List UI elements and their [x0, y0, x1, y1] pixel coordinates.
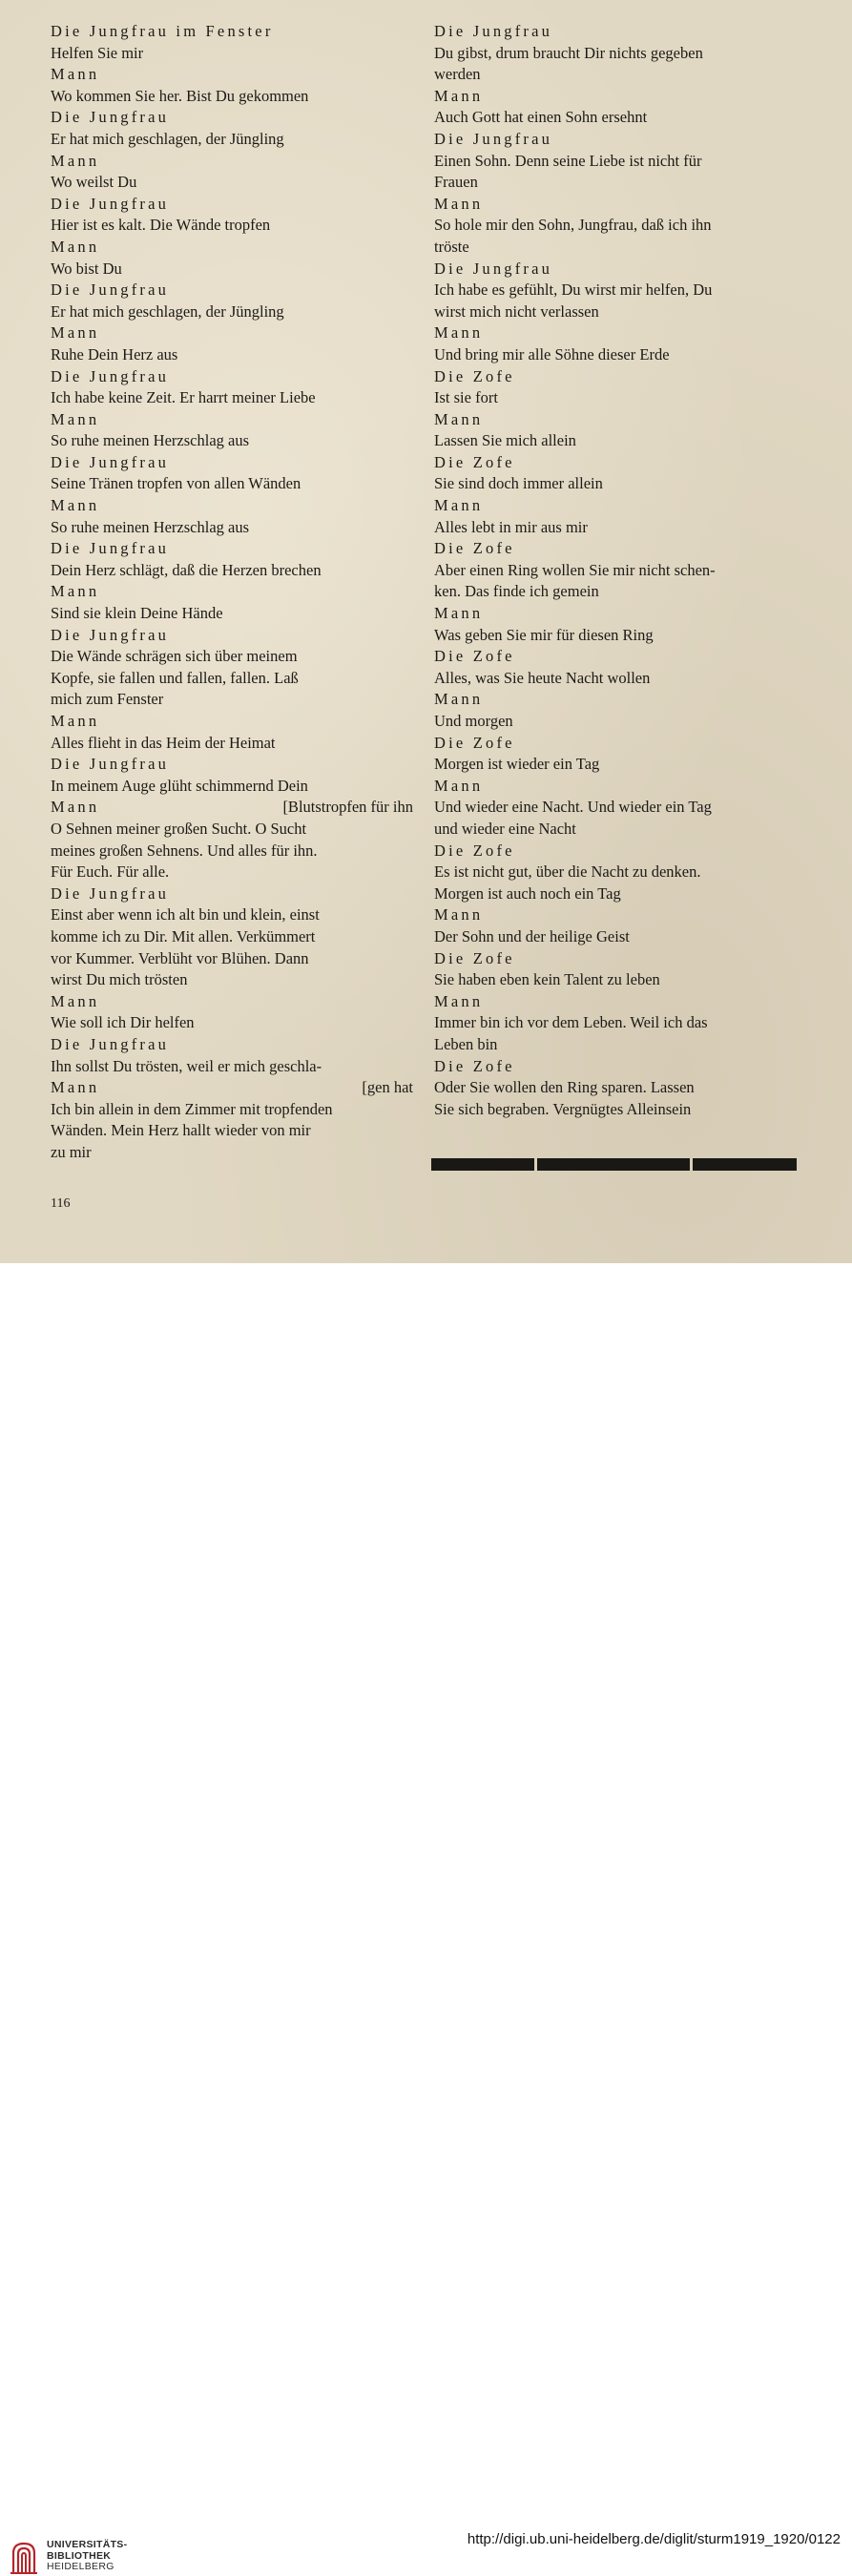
dialogue-text: So ruhe meinen Herzschlag aus: [51, 431, 250, 450]
dialogue-line: [434, 107, 800, 129]
dialogue-text: Aber einen Ring wollen Sie mir nicht schen-: [434, 560, 716, 579]
dialogue-line: [434, 344, 800, 366]
dialogue-text: Wo bist Du: [51, 259, 122, 278]
speaker-label: Die Jungfrau: [51, 1034, 170, 1053]
dialogue-line: [51, 646, 413, 668]
dialogue-text: Wo kommen Sie her. Bist Du gekommen: [51, 86, 309, 105]
dialogue-text: Ich bin allein in dem Zimmer mit tropfenden: [51, 1099, 333, 1118]
dialogue-line: [51, 819, 413, 841]
dialogue-text: vor Kummer. Verblüht vor Blühen. Dann: [51, 948, 309, 967]
dialogue-line: [51, 733, 413, 755]
dialogue-line: [434, 711, 800, 733]
speaker-name: [51, 581, 413, 603]
source-url-link[interactable]: http://digi.ub.uni-heidelberg.de/diglit/sturm1919_1920/0122: [467, 2531, 841, 2547]
dialogue-text: Und morgen: [434, 712, 513, 730]
speaker-name: [51, 1077, 413, 1099]
speaker-label: Die Zofe: [434, 366, 515, 385]
speaker-label: Die Jungfrau: [51, 539, 170, 558]
speaker-name: [434, 86, 800, 108]
dialogue-text: Sie sich begraben. Vergnügtes Alleinsein: [434, 1099, 692, 1118]
speaker-name: [51, 107, 413, 129]
speaker-name: [434, 21, 800, 43]
dialogue-line: [51, 344, 413, 366]
speaker-label: Die Jungfrau: [51, 883, 170, 903]
dialogue-line: [434, 151, 800, 173]
dialogue-line: [434, 430, 800, 452]
dialogue-text: So hole mir den Sohn, Jungfrau, daß ich ihn: [434, 216, 712, 235]
dialogue-text: Ich habe es gefühlt, Du wirst mir helfen, Du: [434, 280, 713, 300]
dialogue-text: Sind sie klein Deine Hände: [51, 604, 223, 623]
speaker-name: [434, 259, 800, 280]
speaker-name: [434, 646, 800, 668]
dialogue-line: [51, 904, 413, 926]
dialogue-text: Auch Gott hat einen Sohn ersehnt: [434, 108, 648, 127]
speaker-name: [51, 237, 413, 259]
speaker-label: Mann: [434, 496, 484, 515]
dialogue-line: [51, 129, 413, 151]
dialogue-text: Sie sind doch immer allein: [434, 474, 603, 493]
dialogue-text: O Sehnen meiner großen Sucht. O Sucht: [51, 819, 307, 838]
speaker-label: Die Zofe: [434, 452, 515, 471]
dialogue-text: Es ist nicht gut, über die Nacht zu denken.: [434, 862, 701, 882]
speaker-label: Mann: [51, 237, 100, 256]
dialogue-line: [434, 581, 800, 603]
speaker-label: Mann: [51, 991, 100, 1010]
speaker-label: Die Jungfrau: [51, 452, 170, 471]
dialogue-line: [51, 668, 413, 690]
speaker-name: [51, 625, 413, 647]
dialogue-line: [434, 625, 800, 647]
continuation-text: [gen hat: [362, 1078, 413, 1097]
continuation-text: [Blutstropfen für ihn: [282, 798, 413, 817]
dialogue-text: tröste: [434, 237, 469, 256]
dialogue-line: [434, 1034, 800, 1056]
speaker-name: [51, 151, 413, 173]
speaker-name: [434, 904, 800, 926]
speaker-name: [51, 194, 413, 216]
speaker-label: Mann: [51, 409, 100, 428]
dialogue-line: [434, 237, 800, 259]
dialogue-text: In meinem Auge glüht schimmernd Dein: [51, 776, 308, 795]
dialogue-text: Helfen Sie mir: [51, 43, 144, 62]
speaker-label: Die Jungfrau: [51, 366, 170, 385]
dialogue-line: [434, 517, 800, 539]
speaker-label: Mann: [434, 86, 484, 105]
dialogue-text: Sie haben eben kein Talent zu leben: [434, 970, 660, 989]
dialogue-line: [51, 301, 413, 323]
speaker-label: Die Zofe: [434, 733, 515, 752]
dialogue-text: Und wieder eine Nacht. Und wieder ein Tag: [434, 798, 712, 817]
speaker-name: [51, 64, 413, 86]
dialogue-line: [51, 776, 413, 798]
library-logo-icon: [10, 2538, 38, 2576]
dialogue-text: Ich habe keine Zeit. Er harrt meiner Liebe: [51, 388, 316, 407]
dialogue-line: [434, 473, 800, 495]
library-name-line: BIBLIOTHEK: [47, 2549, 112, 2562]
speaker-label: Mann: [434, 690, 484, 709]
speaker-name: [434, 991, 800, 1013]
dialogue-line: [51, 430, 413, 452]
speaker-name: [434, 495, 800, 517]
dialogue-line: [51, 969, 413, 991]
speaker-label: Die Jungfrau: [51, 755, 170, 774]
dialogue-text: Lassen Sie mich allein: [434, 431, 576, 450]
dialogue-text: Wie soll ich Dir helfen: [51, 1013, 195, 1032]
speaker-name: [51, 322, 413, 344]
dialogue-line: [434, 1077, 800, 1099]
dialogue-line: [51, 1120, 413, 1142]
dialogue-line: [51, 517, 413, 539]
dialogue-text: wirst Du mich trösten: [51, 970, 188, 989]
dialogue-text: komme ich zu Dir. Mit allen. Verkümmert: [51, 926, 316, 945]
dialogue-text: Seine Tränen tropfen von allen Wänden: [51, 474, 301, 493]
speaker-label: Die Jungfrau: [434, 259, 553, 278]
left-text-column: [51, 21, 413, 1163]
dialogue-text: Morgen ist auch noch ein Tag: [434, 883, 621, 903]
dialogue-line: [51, 926, 413, 948]
dialogue-text: Für Euch. Für alle.: [51, 862, 170, 882]
library-name: [47, 2540, 127, 2573]
speaker-label: Mann: [51, 1078, 100, 1097]
speaker-label: Die Zofe: [434, 1056, 515, 1075]
dialogue-text: wirst mich nicht verlassen: [434, 301, 599, 321]
dialogue-line: [434, 1099, 800, 1121]
dialogue-text: Alles lebt in mir aus mir: [434, 517, 588, 536]
library-name-line: UNIVERSITÄTS-: [47, 2539, 128, 2550]
speaker-name: [51, 280, 413, 301]
speaker-name: [434, 194, 800, 216]
speaker-label: Die Jungfrau: [51, 108, 170, 127]
speaker-label: Die Zofe: [434, 539, 515, 558]
dialogue-text: Immer bin ich vor dem Leben. Weil ich das: [434, 1013, 708, 1032]
speaker-label: Die Zofe: [434, 841, 515, 860]
speaker-label: Mann: [51, 65, 100, 84]
dialogue-line: [434, 64, 800, 86]
scanned-page: [0, 0, 852, 1263]
speaker-name: [434, 948, 800, 970]
dialogue-line: [51, 948, 413, 970]
rule-segment: [431, 1158, 534, 1171]
right-text-column: [434, 21, 800, 1120]
speaker-name: [51, 538, 413, 560]
dialogue-text: Er hat mich geschlagen, der Jüngling: [51, 129, 284, 148]
speaker-name: [434, 733, 800, 755]
speaker-name: [51, 797, 413, 819]
speaker-label: Mann: [434, 323, 484, 343]
dialogue-text: Ist sie fort: [434, 388, 498, 407]
dialogue-text: Frauen: [434, 173, 478, 192]
speaker-label: Die Jungfrau: [51, 280, 170, 300]
library-name-line: HEIDELBERG: [47, 2561, 114, 2572]
dialogue-text: Wänden. Mein Herz hallt wieder von mir: [51, 1121, 311, 1140]
speaker-label: Mann: [51, 151, 100, 170]
speaker-name: [434, 452, 800, 474]
dialogue-line: [51, 841, 413, 862]
speaker-label: Mann: [434, 776, 484, 795]
dialogue-text: Hier ist es kalt. Die Wände tropfen: [51, 216, 271, 235]
dialogue-text: Die Wände schrägen sich über meinem: [51, 647, 298, 666]
dialogue-text: Dein Herz schlägt, daß die Herzen brechen: [51, 560, 322, 579]
speaker-label: Die Jungfrau im Fenster: [51, 22, 274, 40]
dialogue-line: [51, 1142, 413, 1164]
dialogue-line: [434, 172, 800, 194]
dialogue-text: Alles flieht in das Heim der Heimat: [51, 733, 276, 752]
dialogue-line: [51, 215, 413, 237]
dialogue-text: So ruhe meinen Herzschlag aus: [51, 517, 250, 536]
speaker-label: Mann: [434, 905, 484, 924]
speaker-name: [51, 883, 413, 905]
dialogue-line: [51, 172, 413, 194]
dialogue-line: [434, 280, 800, 301]
dialogue-line: [434, 862, 800, 883]
speaker-label: Die Jungfrau: [434, 22, 553, 40]
dialogue-text: Was geben Sie mir für diesen Ring: [434, 625, 654, 644]
speaker-name: [51, 754, 413, 776]
speaker-name: [51, 366, 413, 388]
dialogue-line: [51, 387, 413, 409]
speaker-label: Mann: [434, 409, 484, 428]
dialogue-text: und wieder eine Nacht: [434, 819, 576, 838]
dialogue-text: Der Sohn und der heilige Geist: [434, 926, 630, 945]
dialogue-line: [51, 1099, 413, 1121]
dialogue-line: [51, 43, 413, 65]
rule-segment: [537, 1158, 690, 1171]
dialogue-text: Alles, was Sie heute Nacht wollen: [434, 668, 651, 687]
rule-segment: [693, 1158, 797, 1171]
speaker-name: [434, 366, 800, 388]
dialogue-text: Einst aber wenn ich alt bin und klein, einst: [51, 905, 320, 924]
dialogue-line: [434, 969, 800, 991]
dialogue-line: [434, 926, 800, 948]
speaker-label: Mann: [434, 604, 484, 623]
dialogue-text: Ihn sollst Du trösten, weil er mich geschla-: [51, 1056, 322, 1075]
dialogue-text: mich zum Fenster: [51, 690, 164, 709]
dialogue-text: Und bring mir alle Söhne dieser Erde: [434, 344, 670, 364]
speaker-label: Mann: [434, 194, 484, 213]
page-number: 116: [51, 1196, 71, 1211]
dialogue-text: Kopfe, sie fallen und fallen, fallen. Laß: [51, 668, 299, 687]
dialogue-text: Oder Sie wollen den Ring sparen. Lassen: [434, 1078, 695, 1097]
speaker-label: Mann: [51, 323, 100, 343]
dialogue-line: [434, 819, 800, 841]
speaker-name: [51, 711, 413, 733]
speaker-name: [434, 841, 800, 862]
dialogue-text: ken. Das finde ich gemein: [434, 582, 599, 601]
dialogue-text: Wo weilst Du: [51, 173, 137, 192]
dialogue-text: werden: [434, 65, 481, 84]
dialogue-text: Einen Sohn. Denn seine Liebe ist nicht für: [434, 151, 702, 170]
dialogue-line: [434, 797, 800, 819]
dialogue-text: Morgen ist wieder ein Tag: [434, 755, 600, 774]
speaker-name: [434, 322, 800, 344]
footer-bar: [0, 1263, 852, 2572]
dialogue-line: [434, 754, 800, 776]
dialogue-line: [51, 689, 413, 711]
dialogue-line: [434, 668, 800, 690]
speaker-name: [51, 452, 413, 474]
dialogue-line: [51, 473, 413, 495]
dialogue-line: [51, 1012, 413, 1034]
speaker-name: [51, 991, 413, 1013]
speaker-label: Die Jungfrau: [51, 625, 170, 644]
dialogue-line: [434, 883, 800, 905]
speaker-name: [434, 689, 800, 711]
speaker-label: Mann: [51, 496, 100, 515]
speaker-label: Die Jungfrau: [434, 129, 553, 148]
speaker-label: Die Zofe: [434, 948, 515, 967]
dialogue-text: Leben bin: [434, 1034, 498, 1053]
dialogue-line: [434, 301, 800, 323]
speaker-name: [51, 409, 413, 431]
dialogue-line: [51, 259, 413, 280]
speaker-label: Mann: [51, 712, 100, 730]
speaker-name: [434, 409, 800, 431]
dialogue-line: [434, 387, 800, 409]
dialogue-line: [434, 560, 800, 582]
dialogue-line: [51, 603, 413, 625]
speaker-name: [434, 603, 800, 625]
dialogue-text: zu mir: [51, 1142, 92, 1161]
speaker-label: Mann: [51, 798, 100, 817]
speaker-name: [434, 1056, 800, 1078]
speaker-name: [434, 129, 800, 151]
dialogue-line: [434, 1012, 800, 1034]
dialogue-text: meines großen Sehnens. Und alles für ihn.: [51, 841, 318, 860]
speaker-label: Mann: [434, 991, 484, 1010]
closing-rule: [431, 1158, 800, 1171]
dialogue-line: [51, 1056, 413, 1078]
dialogue-text: Du gibst, drum braucht Dir nichts gegeben: [434, 43, 703, 62]
speaker-label: Mann: [51, 582, 100, 601]
dialogue-text: Er hat mich geschlagen, der Jüngling: [51, 301, 284, 321]
speaker-name: [51, 495, 413, 517]
dialogue-line: [434, 43, 800, 65]
speaker-label: Die Jungfrau: [51, 194, 170, 213]
speaker-name: [434, 538, 800, 560]
speaker-label: Die Zofe: [434, 647, 515, 666]
speaker-name: [434, 776, 800, 798]
dialogue-line: [51, 862, 413, 883]
speaker-name: [51, 1034, 413, 1056]
dialogue-line: [51, 560, 413, 582]
speaker-name: [51, 21, 413, 43]
dialogue-text: Ruhe Dein Herz aus: [51, 344, 178, 364]
dialogue-line: [434, 215, 800, 237]
dialogue-line: [51, 86, 413, 108]
